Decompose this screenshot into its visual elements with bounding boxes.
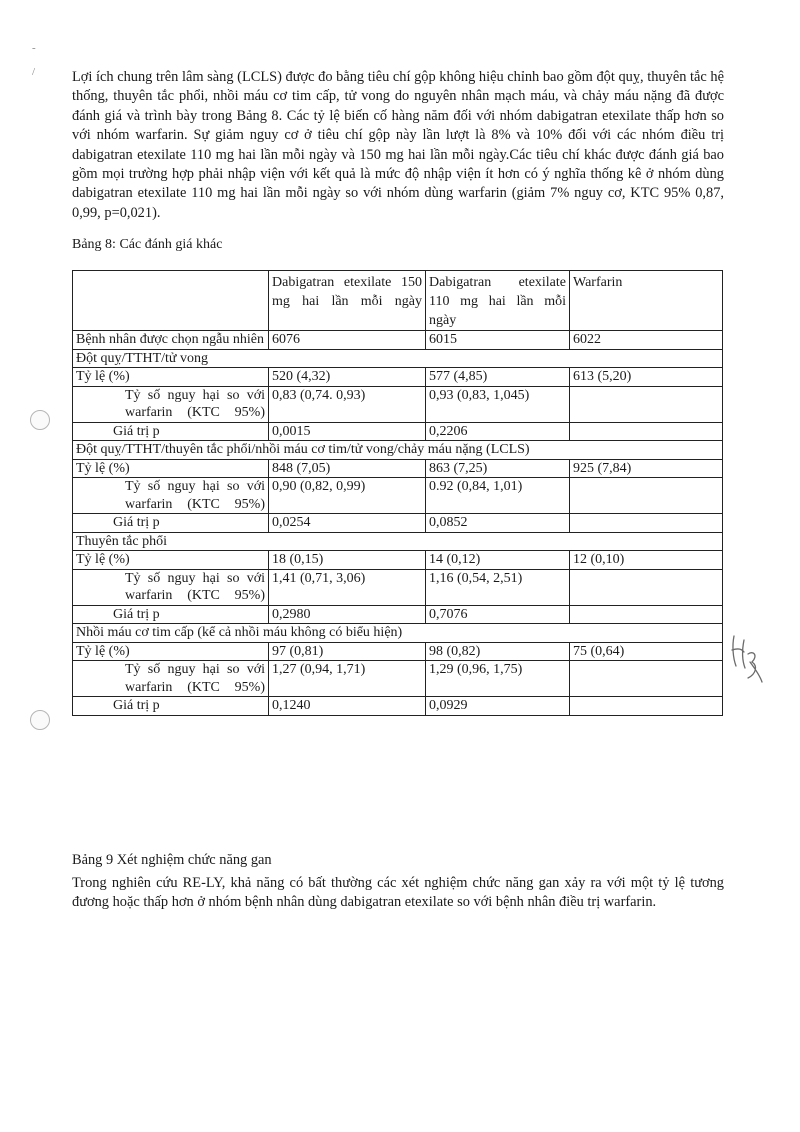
rate-label: Tỷ lệ (%)	[73, 368, 269, 387]
hr-label: Tỷ số nguy hại so với warfarin (KTC 95%)	[73, 569, 269, 605]
table-cell: 14 (0,12)	[426, 551, 570, 570]
randomized-label: Bệnh nhân được chọn ngẫu nhiên	[73, 331, 269, 350]
table-cell: 0,90 (0,82, 0,99)	[269, 478, 426, 514]
table-cell	[570, 569, 723, 605]
p-label: Giá trị p	[73, 514, 269, 533]
header-warfarin: Warfarin	[570, 271, 723, 331]
table9-caption: Bảng 9 Xét nghiệm chức năng gan	[72, 852, 272, 868]
margin-mark: -	[32, 42, 36, 54]
table-cell	[570, 661, 723, 697]
table-cell	[570, 514, 723, 533]
table-row	[73, 569, 723, 605]
table-cell: 97 (0,81)	[269, 642, 426, 661]
hr-label: Tỷ số nguy hại so với warfarin (KTC 95%)	[73, 661, 269, 697]
table-cell: 6015	[426, 331, 570, 350]
margin-mark: /	[32, 66, 36, 78]
table-header-row	[73, 271, 723, 331]
p-label: Giá trị p	[73, 697, 269, 716]
table-cell	[570, 386, 723, 422]
table-cell: 0,0254	[269, 514, 426, 533]
table-row	[73, 642, 723, 661]
rate-label: Tỷ lệ (%)	[73, 551, 269, 570]
table-cell: 1,27 (0,94, 1,71)	[269, 661, 426, 697]
table-row	[73, 459, 723, 478]
table-row	[73, 514, 723, 533]
header-dabigatran-150: Dabigatran etexilate 150 mg hai lần mỗi ngày	[269, 271, 426, 331]
table-cell: 0.92 (0,84, 1,01)	[426, 478, 570, 514]
table-cell	[570, 478, 723, 514]
table-cell	[570, 605, 723, 624]
table-row	[73, 386, 723, 422]
section-title: Thuyên tắc phổi	[73, 532, 723, 551]
table-cell: 6022	[570, 331, 723, 350]
table-row	[73, 422, 723, 441]
intro-paragraph: Lợi ích chung trên lâm sàng (LCLS) được đo bằng tiêu chí gộp không hiệu chỉnh bao gồm đột quỵ, thuyên tắc hệ thống, thuyên tắc phổi, nhồi máu cơ tim cấp, tử vong do nguyên nhân mạch máu, và chảy máu nặng đã được đánh giá và trình bày trong Bảng 8. Các tỷ lệ biến cố hàng năm đối với nhóm dabigatran etexilate thấp hơn so với nhóm warfarin. Sự giảm nguy cơ ở tiêu chí gộp này lần lượt là 8% và 10% đối với các nhóm điều trị dabigatran etexilate 110 mg hai lần mỗi ngày và 150 mg hai lần mỗi ngày.Các tiêu chí khác được đánh giá bao gồm mọi trường hợp phải nhập viện với kết quả là mức độ nhập viện ít hơn có ý nghĩa thống kê ở nhóm dùng dabigatran etexilate 110 mg hai lần mỗi ngày so với nhóm dùng warfarin (giảm 7% nguy cơ, KTC 95% 0,87, 0,99, p=0,021).	[72, 69, 724, 221]
section-title-row	[73, 441, 723, 460]
table-cell: 98 (0,82)	[426, 642, 570, 661]
table-row	[73, 551, 723, 570]
table-cell	[570, 697, 723, 716]
table-cell: 577 (4,85)	[426, 368, 570, 387]
punch-hole	[30, 710, 50, 730]
hr-label: Tỷ số nguy hại so với warfarin (KTC 95%)	[73, 386, 269, 422]
table-cell: 0,2206	[426, 422, 570, 441]
table9-paragraph: Trong nghiên cứu RE-LY, khả năng có bất thường các xét nghiệm chức năng gan xảy ra với một tỷ lệ tương đương hoặc thấp hơn ở nhóm bệnh nhân dùng dabigatran etexilate so với bệnh nhân điều trị warfarin.	[72, 875, 724, 911]
table-cell: 1,41 (0,71, 3,06)	[269, 569, 426, 605]
section-title-row	[73, 349, 723, 368]
table-cell: 520 (4,32)	[269, 368, 426, 387]
table-row	[73, 368, 723, 387]
table-row	[73, 605, 723, 624]
table-cell: 0,0015	[269, 422, 426, 441]
section-title-row	[73, 532, 723, 551]
table-cell: 0,7076	[426, 605, 570, 624]
table8-caption: Bảng 8: Các đánh giá khác	[72, 237, 223, 252]
table-row	[73, 661, 723, 697]
section-title: Nhồi máu cơ tim cấp (kể cả nhồi máu không có biểu hiện)	[73, 624, 723, 643]
table-cell: 1,29 (0,96, 1,75)	[426, 661, 570, 697]
table-row	[73, 331, 723, 350]
table-cell: 18 (0,15)	[269, 551, 426, 570]
p-label: Giá trị p	[73, 605, 269, 624]
table-cell: 848 (7,05)	[269, 459, 426, 478]
table-cell: 0,93 (0,83, 1,045)	[426, 386, 570, 422]
table-cell: 925 (7,84)	[570, 459, 723, 478]
handwritten-initials	[728, 632, 764, 684]
header-dabigatran-110: Dabigatran etexilate 110 mg hai lần mỗi ngày	[426, 271, 570, 331]
rate-label: Tỷ lệ (%)	[73, 459, 269, 478]
table-cell: 613 (5,20)	[570, 368, 723, 387]
rate-label: Tỷ lệ (%)	[73, 642, 269, 661]
punch-hole	[30, 410, 50, 430]
section-title-row	[73, 624, 723, 643]
table-cell: 0,83 (0,74. 0,93)	[269, 386, 426, 422]
table-8	[72, 270, 723, 716]
section-title: Đột quỵ/TTHT/thuyên tắc phổi/nhồi máu cơ tim/tử vong/chảy máu nặng (LCLS)	[73, 441, 723, 460]
table-cell: 12 (0,10)	[570, 551, 723, 570]
table-row	[73, 478, 723, 514]
table-cell: 0,1240	[269, 697, 426, 716]
table-cell: 1,16 (0,54, 2,51)	[426, 569, 570, 605]
table-cell: 0,0852	[426, 514, 570, 533]
section-title: Đột quỵ/TTHT/tử vong	[73, 349, 723, 368]
p-label: Giá trị p	[73, 422, 269, 441]
table-cell: 0,2980	[269, 605, 426, 624]
table-row	[73, 697, 723, 716]
hr-label: Tỷ số nguy hại so với warfarin (KTC 95%)	[73, 478, 269, 514]
table-cell: 75 (0,64)	[570, 642, 723, 661]
table-cell	[570, 422, 723, 441]
table-cell: 6076	[269, 331, 426, 350]
table-cell: 0,0929	[426, 697, 570, 716]
table-cell: 863 (7,25)	[426, 459, 570, 478]
header-empty-cell	[73, 271, 269, 331]
